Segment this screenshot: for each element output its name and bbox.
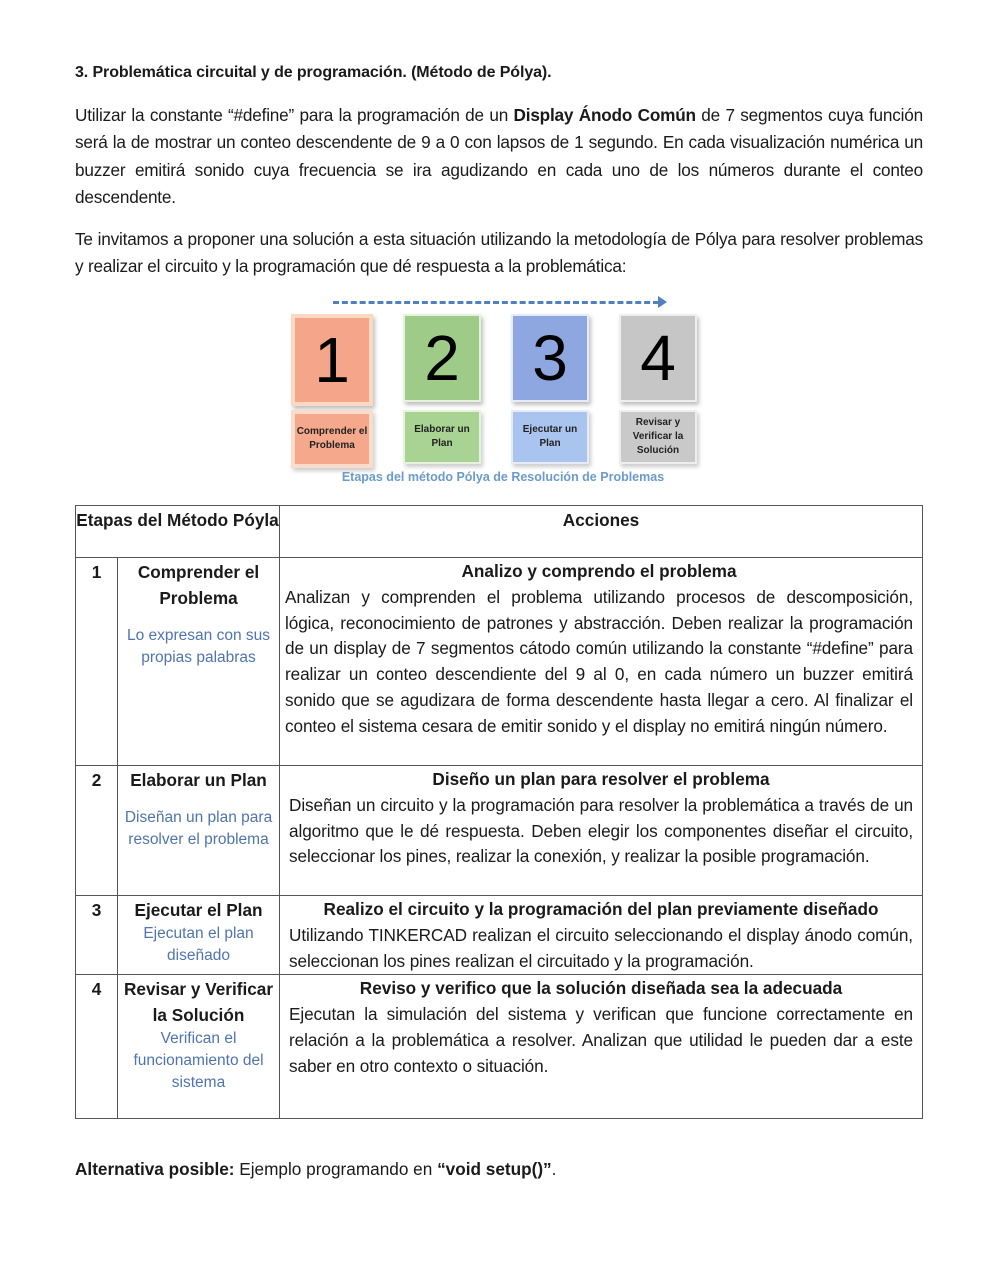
step-label-text: Elaborar un Plan xyxy=(414,424,470,449)
alternative-label: Alternativa posible: xyxy=(75,1159,235,1179)
step-label-1 xyxy=(291,410,373,468)
step-label-text: Revisar y Verificar la Solución xyxy=(632,417,684,456)
stage-number: 1 xyxy=(76,558,118,766)
step-number-2: 2 xyxy=(403,314,481,402)
step-label-text: Comprender el Problema xyxy=(296,426,368,451)
stage-cell xyxy=(118,558,280,766)
action-cell xyxy=(280,896,923,975)
action-cell xyxy=(280,558,923,766)
stage-note: Verifican el funcionamiento del sistema xyxy=(133,1030,264,1092)
table-row xyxy=(76,766,923,896)
action-body: Analizan y comprenden el problema utilizando procesos de descomposición, lógica, reconocimiento de patrones y abstracción. Deben realizar la programación de un display de 7 segmentos cátodo común utilizando la constante “#define” para realizar un conteo descendiente del 9 al 0, en cada número un buzzer emitirá sonido que se agudizara de forma descendente hasta llegar a cero. Al finalizar el conteo el sistema cesara de emitir sonido y el display no emitirá ningún número. xyxy=(285,586,913,736)
section-heading: 3. Problemática circuital y de programación. (Método de Pólya). xyxy=(75,64,552,81)
header-actions: Acciones xyxy=(280,506,923,558)
action-body: Diseñan un circuito y la programación para resolver la problemática a través de un algoritmo que le dé respuesta. Deben elegir los componentes diseñar el circuito, seleccionar los pines, realizar la conexión, y realizar la posible programación. xyxy=(289,794,913,867)
step-label-2 xyxy=(403,410,481,464)
arrow-head-icon xyxy=(658,296,667,308)
stage-number: 2 xyxy=(76,766,118,896)
table-row xyxy=(76,558,923,766)
table-row xyxy=(76,896,923,975)
action-title: Analizo y comprendo el problema xyxy=(461,561,737,581)
intro-text: Utilizar la constante “#define” para la programación de un xyxy=(75,105,514,125)
stage-title: Revisar y Verificar la Solución xyxy=(123,979,274,1026)
step-label-text: Ejecutar un Plan xyxy=(522,424,578,449)
stage-number: 4 xyxy=(76,975,118,1119)
step-number-1: 1 xyxy=(291,314,373,406)
stage-cell xyxy=(118,975,280,1119)
stage-note: Ejecutan el plan diseñado xyxy=(143,925,254,964)
alternative-note xyxy=(75,1159,556,1180)
stage-title: Comprender el Problema xyxy=(137,562,260,608)
intro-paragraph xyxy=(75,102,923,211)
stage-cell xyxy=(118,896,280,975)
dashed-arrow-line xyxy=(333,301,659,304)
action-cell xyxy=(280,975,923,1119)
table-row xyxy=(76,975,923,1119)
action-title: Reviso y verifico que la solución diseñada sea la adecuada xyxy=(359,978,843,999)
stage-note: Lo expresan con sus propias palabras xyxy=(126,627,271,666)
action-body: Utilizando TINKERCAD realizan el circuito seleccionando el display ánodo común, seleccionan los pines realizan el circuitado y la programación. xyxy=(289,924,913,971)
step-label-4 xyxy=(619,410,697,464)
alternative-code: “void setup()” xyxy=(437,1159,552,1179)
action-title: Realizo el circuito y la programación del plan previamente diseñado xyxy=(323,899,879,919)
alternative-end: . xyxy=(551,1159,557,1179)
stage-cell xyxy=(118,766,280,896)
figure-caption: Etapas del método Pólya de Resolución de Problemas xyxy=(341,470,665,484)
stage-number: 3 xyxy=(76,896,118,975)
action-body: Ejecutan la simulación del sistema y verifican que funcione correctamente en relación a la problemática a resolver. Analizan que utilidad le pueden dar a este saber en otro contexto o situación. xyxy=(289,1004,913,1076)
table-header-row xyxy=(76,506,923,558)
stage-title: Elaborar un Plan xyxy=(130,770,267,790)
polya-stages-figure xyxy=(283,292,723,492)
header-stages: Etapas del Método Póyla xyxy=(76,506,280,558)
stage-title: Ejecutar el Plan xyxy=(134,900,263,920)
step-number-4: 4 xyxy=(619,314,697,402)
step-number-3: 3 xyxy=(511,314,589,402)
intro-text-cont: de 7 segmentos cuya función será la de mostrar un conteo descendente de 9 a 0 con lapsos de 1 segundo. En cada visualización numérica un buzzer emitirá sonido cuya frecuencia se ira agudizando en cada uno de los números durante el conteo descendente. xyxy=(75,105,923,207)
alternative-text: Ejemplo programando en xyxy=(234,1159,438,1179)
action-cell xyxy=(280,766,923,896)
polya-table xyxy=(75,505,923,1119)
stage-note: Diseñan un plan para resolver el problema xyxy=(124,809,273,848)
invitation-paragraph: Te invitamos a proponer una solución a esta situación utilizando la metodología de Pólya para resolver problemas y realizar el circuito y la programación que dé respuesta a la problemática: xyxy=(75,229,923,277)
intro-emphasis: Display Ánodo Común xyxy=(513,105,696,125)
action-title: Diseño un plan para resolver el problema xyxy=(432,769,770,789)
step-label-3 xyxy=(511,410,589,464)
